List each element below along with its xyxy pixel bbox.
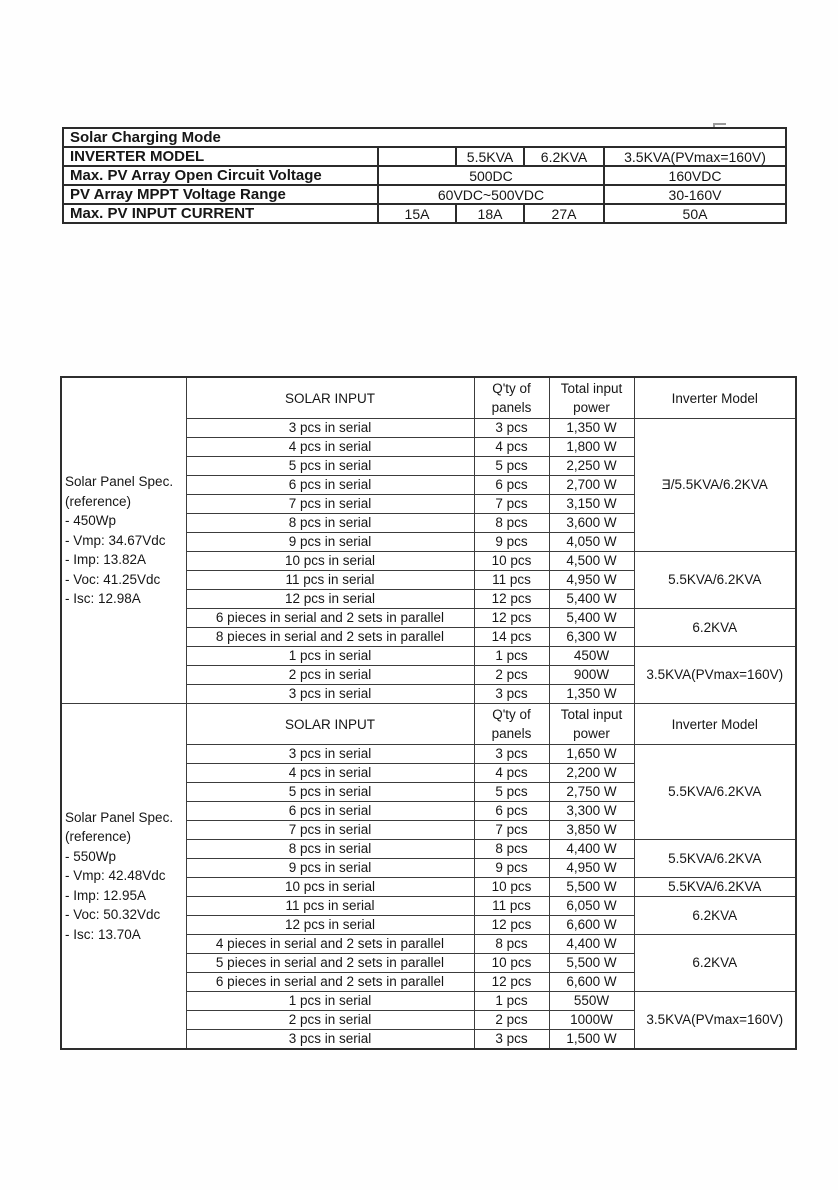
qty-cell: 8 pcs bbox=[474, 514, 549, 533]
power-cell: 6,300 W bbox=[549, 628, 634, 647]
row-label-mppt-range: PV Array MPPT Voltage Range bbox=[63, 185, 378, 204]
header-total-input-power: Total input power bbox=[549, 704, 634, 745]
inverter-model-cell: 3.5KVA(PVmax=160V) bbox=[634, 647, 796, 704]
qty-cell: 5 pcs bbox=[474, 457, 549, 476]
solar-input-cell: 4 pcs in serial bbox=[186, 764, 474, 783]
solar-input-cell: 3 pcs in serial bbox=[186, 1030, 474, 1050]
inverter-model-blank-cell bbox=[378, 147, 456, 166]
qty-cell: 12 pcs bbox=[474, 973, 549, 992]
power-cell: 4,500 W bbox=[549, 552, 634, 571]
solar-input-cell: 3 pcs in serial bbox=[186, 419, 474, 438]
header-total-input-power: Total input power bbox=[549, 377, 634, 419]
inverter-model-cell: Ǝ/5.5KVA/6.2KVA bbox=[634, 419, 796, 552]
panel-spec-cell-450wp bbox=[61, 377, 186, 704]
power-cell: 2,250 W bbox=[549, 457, 634, 476]
inverter-model-6-2kva: 6.2KVA bbox=[524, 147, 604, 166]
qty-cell: 10 pcs bbox=[474, 954, 549, 973]
panel-section-450wp bbox=[61, 377, 796, 704]
inverter-model-cell: 5.5KVA/6.2KVA bbox=[634, 552, 796, 609]
power-cell: 3,850 W bbox=[549, 821, 634, 840]
solar-input-cell: 11 pcs in serial bbox=[186, 897, 474, 916]
header-inverter-model: Inverter Model bbox=[634, 377, 796, 419]
qty-cell: 3 pcs bbox=[474, 1030, 549, 1050]
panel-spec-line: - 450Wp bbox=[65, 513, 117, 529]
panel-spec-line: - Isc: 12.98A bbox=[65, 591, 141, 607]
header-solar-input: SOLAR INPUT bbox=[186, 377, 474, 419]
qty-cell: 4 pcs bbox=[474, 438, 549, 457]
solar-input-cell: 6 pcs in serial bbox=[186, 476, 474, 495]
power-cell: 1,350 W bbox=[549, 419, 634, 438]
inverter-model-5-5kva: 5.5KVA bbox=[456, 147, 524, 166]
power-cell: 5,400 W bbox=[549, 609, 634, 628]
inverter-model-cell: 6.2KVA bbox=[634, 609, 796, 647]
solar-input-cell: 5 pcs in serial bbox=[186, 457, 474, 476]
power-cell: 5,500 W bbox=[549, 878, 634, 897]
power-cell: 4,400 W bbox=[549, 935, 634, 954]
inverter-model-cell: 3.5KVA(PVmax=160V) bbox=[634, 992, 796, 1050]
qty-cell: 12 pcs bbox=[474, 590, 549, 609]
qty-cell: 11 pcs bbox=[474, 897, 549, 916]
power-cell: 5,500 W bbox=[549, 954, 634, 973]
qty-cell: 12 pcs bbox=[474, 916, 549, 935]
solar-input-cell: 7 pcs in serial bbox=[186, 821, 474, 840]
qty-cell: 14 pcs bbox=[474, 628, 549, 647]
solar-input-cell: 9 pcs in serial bbox=[186, 533, 474, 552]
power-cell: 1,350 W bbox=[549, 685, 634, 704]
panel-spec-line: - Imp: 12.95A bbox=[65, 887, 147, 903]
qty-cell: 9 pcs bbox=[474, 533, 549, 552]
header-qty-of-panels: Q'ty of panels bbox=[474, 377, 549, 419]
header-solar-input: SOLAR INPUT bbox=[186, 704, 474, 745]
panel-spec-line: - Vmp: 42.48Vdc bbox=[65, 868, 166, 884]
qty-cell: 3 pcs bbox=[474, 745, 549, 764]
solar-input-cell: 5 pieces in serial and 2 sets in parallel bbox=[186, 954, 474, 973]
power-cell: 3,150 W bbox=[549, 495, 634, 514]
table-row bbox=[63, 166, 786, 185]
table-row bbox=[63, 204, 786, 223]
qty-cell: 9 pcs bbox=[474, 859, 549, 878]
mppt-range-alt: 30-160V bbox=[604, 185, 786, 204]
solar-input-cell: 7 pcs in serial bbox=[186, 495, 474, 514]
solar-input-cell: 10 pcs in serial bbox=[186, 878, 474, 897]
panel-spec-line: - Imp: 13.82A bbox=[65, 552, 147, 568]
inverter-model-cell: 6.2KVA bbox=[634, 897, 796, 935]
solar-input-cell: 9 pcs in serial bbox=[186, 859, 474, 878]
solar-input-cell: 1 pcs in serial bbox=[186, 647, 474, 666]
qty-cell: 1 pcs bbox=[474, 992, 549, 1011]
solar-input-cell: 8 pcs in serial bbox=[186, 514, 474, 533]
qty-cell: 6 pcs bbox=[474, 802, 549, 821]
solar-input-cell: 6 pieces in serial and 2 sets in parallel bbox=[186, 609, 474, 628]
solar-input-cell: 12 pcs in serial bbox=[186, 590, 474, 609]
solar-input-cell: 8 pcs in serial bbox=[186, 840, 474, 859]
row-label-open-circuit-voltage: Max. PV Array Open Circuit Voltage bbox=[63, 166, 378, 185]
power-cell: 5,400 W bbox=[549, 590, 634, 609]
inverter-model-cell: 6.2KVA bbox=[634, 935, 796, 992]
qty-cell: 12 pcs bbox=[474, 609, 549, 628]
solar-input-cell: 6 pieces in serial and 2 sets in parallel bbox=[186, 973, 474, 992]
qty-cell: 6 pcs bbox=[474, 476, 549, 495]
input-current-50a: 50A bbox=[604, 204, 786, 223]
panel-header-row bbox=[61, 704, 796, 745]
table-row bbox=[63, 185, 786, 204]
solar-input-cell: 4 pcs in serial bbox=[186, 438, 474, 457]
power-cell: 4,950 W bbox=[549, 859, 634, 878]
qty-cell: 7 pcs bbox=[474, 821, 549, 840]
qty-cell: 8 pcs bbox=[474, 935, 549, 954]
table-row bbox=[63, 128, 786, 147]
inverter-model-3-5kva: 3.5KVA(PVmax=160V) bbox=[604, 147, 786, 166]
inverter-model-cell: 5.5KVA/6.2KVA bbox=[634, 840, 796, 878]
power-cell: 4,050 W bbox=[549, 533, 634, 552]
qty-cell: 10 pcs bbox=[474, 552, 549, 571]
solar-input-cell: 1 pcs in serial bbox=[186, 992, 474, 1011]
panel-section-550wp bbox=[61, 704, 796, 1050]
header-inverter-model: Inverter Model bbox=[634, 704, 796, 745]
power-cell: 3,300 W bbox=[549, 802, 634, 821]
mppt-range-main: 60VDC~500VDC bbox=[378, 185, 604, 204]
panel-spec-line: - 550Wp bbox=[65, 848, 117, 864]
power-cell: 4,950 W bbox=[549, 571, 634, 590]
solar-input-cell: 11 pcs in serial bbox=[186, 571, 474, 590]
panel-spec-line: (reference) bbox=[65, 493, 132, 509]
solar-input-cell: 5 pcs in serial bbox=[186, 783, 474, 802]
qty-cell: 7 pcs bbox=[474, 495, 549, 514]
qty-cell: 3 pcs bbox=[474, 419, 549, 438]
input-current-18a: 18A bbox=[456, 204, 524, 223]
power-cell: 3,600 W bbox=[549, 514, 634, 533]
qty-cell: 4 pcs bbox=[474, 764, 549, 783]
qty-cell: 2 pcs bbox=[474, 666, 549, 685]
charging-table-title: Solar Charging Mode bbox=[63, 128, 786, 147]
solar-input-cell: 8 pieces in serial and 2 sets in parallel bbox=[186, 628, 474, 647]
panel-spec-cell-550wp bbox=[61, 704, 186, 1050]
solar-charging-mode-table bbox=[62, 127, 787, 224]
row-label-input-current: Max. PV INPUT CURRENT bbox=[63, 204, 378, 223]
solar-input-cell: 3 pcs in serial bbox=[186, 745, 474, 764]
solar-input-cell: 2 pcs in serial bbox=[186, 666, 474, 685]
panel-spec-line: - Vmp: 34.67Vdc bbox=[65, 532, 166, 548]
header-qty-of-panels: Q'ty of panels bbox=[474, 704, 549, 745]
power-cell: 6,600 W bbox=[549, 973, 634, 992]
power-cell: 2,750 W bbox=[549, 783, 634, 802]
inverter-model-cell: 5.5KVA/6.2KVA bbox=[634, 745, 796, 840]
row-label-inverter-model: INVERTER MODEL bbox=[63, 147, 378, 166]
open-circuit-voltage-main: 500DC bbox=[378, 166, 604, 185]
power-cell: 6,600 W bbox=[549, 916, 634, 935]
power-cell: 2,700 W bbox=[549, 476, 634, 495]
power-cell: 1,500 W bbox=[549, 1030, 634, 1050]
table-row bbox=[63, 147, 786, 166]
open-circuit-voltage-alt: 160VDC bbox=[604, 166, 786, 185]
qty-cell: 8 pcs bbox=[474, 840, 549, 859]
power-cell: 900W bbox=[549, 666, 634, 685]
solar-input-cell: 6 pcs in serial bbox=[186, 802, 474, 821]
panel-spec-line: - Isc: 13.70A bbox=[65, 926, 141, 942]
panel-header-row bbox=[61, 377, 796, 419]
inverter-model-cell: 5.5KVA/6.2KVA bbox=[634, 878, 796, 897]
panel-spec-line: Solar Panel Spec. bbox=[65, 474, 174, 490]
solar-input-cell: 2 pcs in serial bbox=[186, 1011, 474, 1030]
input-current-15a: 15A bbox=[378, 204, 456, 223]
solar-input-cell: 10 pcs in serial bbox=[186, 552, 474, 571]
power-cell: 1000W bbox=[549, 1011, 634, 1030]
solar-input-cell: 12 pcs in serial bbox=[186, 916, 474, 935]
solar-input-cell: 4 pieces in serial and 2 sets in parallel bbox=[186, 935, 474, 954]
qty-cell: 5 pcs bbox=[474, 783, 549, 802]
panel-spec-line: Solar Panel Spec. bbox=[65, 809, 174, 825]
power-cell: 4,400 W bbox=[549, 840, 634, 859]
power-cell: 1,650 W bbox=[549, 745, 634, 764]
qty-cell: 11 pcs bbox=[474, 571, 549, 590]
solar-panel-config-table bbox=[60, 376, 797, 1050]
input-current-27a: 27A bbox=[524, 204, 604, 223]
power-cell: 1,800 W bbox=[549, 438, 634, 457]
power-cell: 550W bbox=[549, 992, 634, 1011]
panel-spec-line: (reference) bbox=[65, 829, 132, 845]
panel-spec-line: - Voc: 41.25Vdc bbox=[65, 571, 161, 587]
power-cell: 450W bbox=[549, 647, 634, 666]
power-cell: 2,200 W bbox=[549, 764, 634, 783]
solar-input-cell: 3 pcs in serial bbox=[186, 685, 474, 704]
power-cell: 6,050 W bbox=[549, 897, 634, 916]
qty-cell: 10 pcs bbox=[474, 878, 549, 897]
qty-cell: 2 pcs bbox=[474, 1011, 549, 1030]
panel-spec-line: - Voc: 50.32Vdc bbox=[65, 907, 161, 923]
qty-cell: 1 pcs bbox=[474, 647, 549, 666]
qty-cell: 3 pcs bbox=[474, 685, 549, 704]
